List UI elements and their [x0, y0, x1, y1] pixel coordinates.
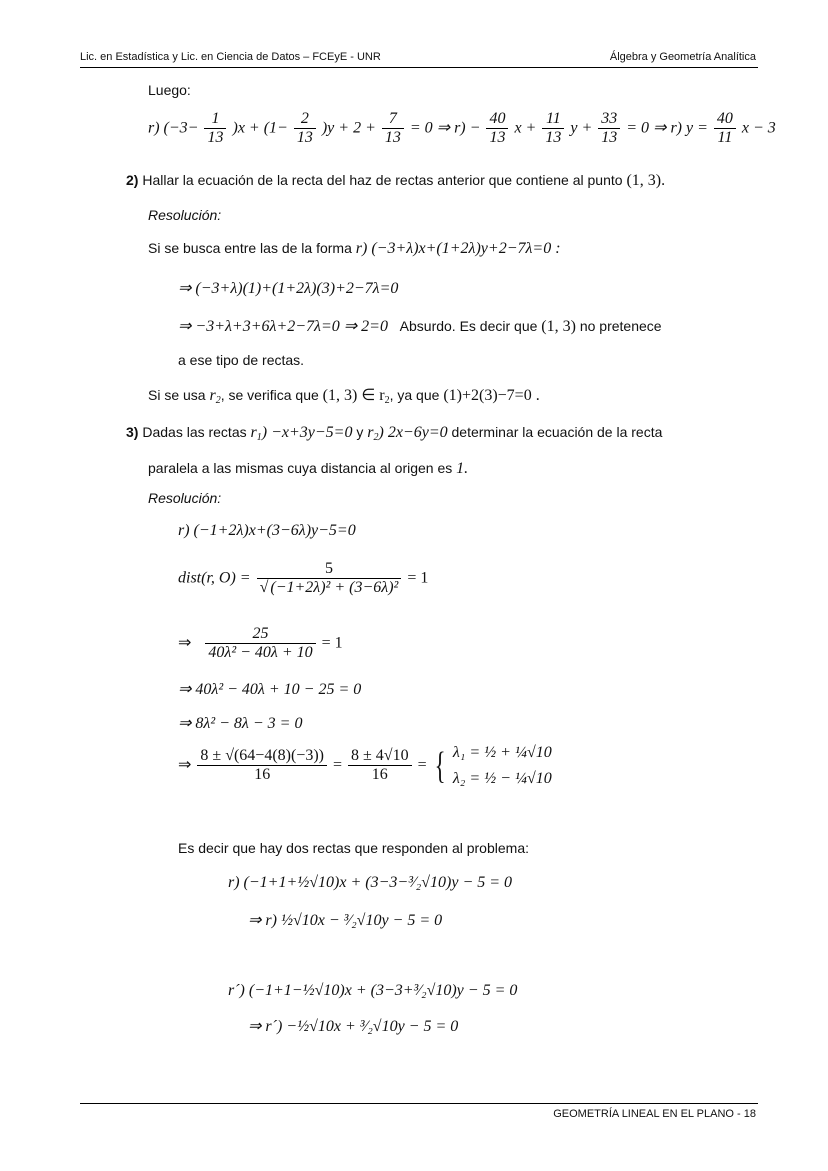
- p2-step2: [178, 316, 662, 336]
- text: , ya que: [389, 387, 440, 403]
- rhs: = 1: [321, 634, 343, 652]
- subscript: 2: [373, 432, 379, 443]
- implies: ⇒: [178, 634, 192, 652]
- luego-label: Luego:: [148, 82, 191, 98]
- p2-step1: ⇒ (−3+λ)(1)+(1+2λ)(3)+2−7λ=0: [178, 280, 399, 297]
- math: [209, 387, 220, 404]
- p3-eq1: r) (−1+2λ)x+(3−6λ)y−5=0: [178, 522, 356, 539]
- fraction: [197, 747, 327, 785]
- math: [251, 424, 353, 441]
- frac-den: 13: [489, 129, 506, 147]
- p3-sol2a: r´) (−1+1−½√10)x + (3−3+³⁄₂√10)y − 5 = 0: [228, 982, 518, 999]
- math-part: (1, 3) ∈ r: [322, 387, 385, 404]
- text: y: [356, 424, 364, 440]
- p3-conclusion: Es decir que hay dos rectas que responden al problema:: [178, 840, 529, 856]
- resolucion-label-3: Resolución:: [148, 490, 222, 506]
- text: no pretenece: [579, 318, 662, 334]
- text: , se verifica que: [220, 387, 319, 403]
- fraction: [714, 110, 736, 148]
- fraction: [294, 110, 316, 148]
- text: Dadas las rectas: [142, 424, 247, 440]
- cases: [453, 740, 552, 791]
- fraction: [598, 110, 620, 148]
- footer-rule: [80, 1103, 758, 1104]
- resolucion-label-2: Resolución:: [148, 207, 222, 223]
- frac-den: 13: [384, 129, 401, 147]
- footer-text: GEOMETRÍA LINEAL EN EL PLANO - 18: [553, 1108, 756, 1120]
- text: Si se usa: [148, 387, 206, 403]
- fraction: [542, 110, 564, 148]
- text: paralela a las mismas cuya distancia al origen es: [148, 460, 453, 476]
- frac-num: 25: [205, 625, 315, 644]
- left-brace: {: [434, 744, 446, 787]
- subscript: 2: [384, 395, 390, 406]
- point: (1, 3).: [626, 172, 666, 189]
- value: 1.: [456, 460, 469, 477]
- p2-line1: [148, 240, 561, 258]
- frac-num: 33: [598, 110, 620, 129]
- math: (1)+2(3)−7=0 .: [443, 387, 540, 404]
- text: determinar la ecuación de la recta: [451, 424, 663, 440]
- p3-sol1a: r) (−1+1+½√10)x + (3−3−³⁄₂√10)y − 5 = 0: [228, 874, 513, 891]
- frac-den: 11: [717, 129, 733, 147]
- equals: =: [417, 756, 427, 774]
- implies: ⇒: [178, 756, 192, 774]
- lambda-2: λ₂ = ½ − ¼√10: [452, 769, 552, 787]
- frac-den: 16: [371, 766, 388, 784]
- eq-part: x +: [514, 119, 537, 137]
- eq-part: y +: [570, 119, 593, 137]
- header-right: Álgebra y Geometría Analítica: [609, 51, 756, 63]
- frac-den: 13: [545, 129, 562, 147]
- header-left: Lic. en Estadística y Lic. en Ciencia de Datos – FCEyE - UNR: [80, 51, 381, 63]
- fraction: [204, 110, 226, 148]
- eq-part: )x + (1−: [232, 119, 288, 137]
- p3-line2: [148, 460, 468, 478]
- header-rule: [80, 67, 758, 68]
- frac-num: 7: [382, 110, 404, 129]
- equation-r-simplification: [148, 110, 776, 148]
- subscript: 2: [215, 395, 221, 406]
- problem-text: Hallar la ecuación de la recta del haz de rectas anterior que contiene al punto: [142, 172, 623, 188]
- frac-den: 13: [296, 129, 313, 147]
- subscript: 1: [256, 432, 262, 443]
- p3-s2: ⇒ 40λ² − 40λ + 10 − 25 = 0: [178, 681, 362, 698]
- fraction: [205, 625, 315, 663]
- eq-part: )y + 2 +: [321, 119, 376, 137]
- frac-num: 8 ± 4√10: [348, 747, 412, 766]
- p2-last: [148, 385, 540, 406]
- eq-part: x − 3: [741, 119, 776, 137]
- math: [323, 387, 390, 404]
- frac-num: 1: [204, 110, 226, 129]
- lambda-1: λ₁ = ½ + ¼√10: [452, 744, 552, 761]
- p3-sol1b: ⇒ r) ½√10x − ³⁄₂√10y − 5 = 0: [248, 912, 443, 929]
- frac-num: 5: [257, 560, 402, 579]
- equals: =: [332, 756, 343, 774]
- math: ⇒ −3+λ+3+6λ+2−7λ=0 ⇒ 2=0: [178, 318, 388, 335]
- frac-num: 8 ± √(64−4(8)(−3)): [197, 747, 327, 766]
- lhs: dist(r, O) =: [178, 569, 251, 587]
- problem-number: 2): [126, 172, 139, 188]
- rhs: = 1: [407, 569, 429, 587]
- frac-den: 13: [207, 129, 224, 147]
- p3-dist: [178, 560, 428, 598]
- frac-num: 40: [714, 110, 736, 129]
- eq-part: = 0 ⇒ r) y =: [626, 119, 708, 137]
- problem-3-statement: [126, 424, 662, 443]
- fraction: [486, 110, 508, 148]
- math: [367, 424, 447, 441]
- frac-den: 16: [254, 766, 271, 784]
- var: r: [367, 424, 374, 441]
- p3-s1: [178, 625, 343, 663]
- frac-den: √ (−1+2λ)² + (3−6λ)²: [259, 579, 399, 597]
- var: r: [250, 424, 257, 441]
- frac-den: 40λ² − 40λ + 10: [208, 644, 313, 662]
- frac-num: 11: [542, 110, 564, 129]
- point: (1, 3): [541, 318, 576, 335]
- p3-s3: ⇒ 8λ² − 8λ − 3 = 0: [178, 715, 303, 732]
- radicand: (−1+2λ)² + (3−6λ)²: [270, 579, 399, 597]
- frac-den: 13: [601, 129, 618, 147]
- math-part: ) −x+3y−5=0: [261, 424, 353, 441]
- frac-num: 2: [294, 110, 316, 129]
- text: Absurdo. Es decir que: [399, 318, 538, 334]
- fraction: [257, 560, 402, 598]
- text: Si se busca entre las de la forma: [148, 240, 352, 256]
- math: r) (−3+λ)x+(1+2λ)y+2−7λ=0 :: [355, 240, 561, 257]
- eq-part: = 0 ⇒ r) −: [409, 119, 481, 137]
- p2-step3: a ese tipo de rectas.: [178, 352, 305, 368]
- p3-sol2b: ⇒ r´) −½√10x + ³⁄₂√10y − 5 = 0: [248, 1018, 459, 1035]
- fraction: [348, 747, 412, 785]
- frac-num: 40: [486, 110, 508, 129]
- var: r: [209, 387, 216, 404]
- problem-number: 3): [126, 424, 139, 440]
- p3-s4: [178, 740, 552, 791]
- fraction: [382, 110, 404, 148]
- problem-2-statement: [126, 172, 665, 190]
- math-part: ) 2x−6y=0: [378, 424, 448, 441]
- eq-part: r) (−3−: [148, 119, 199, 137]
